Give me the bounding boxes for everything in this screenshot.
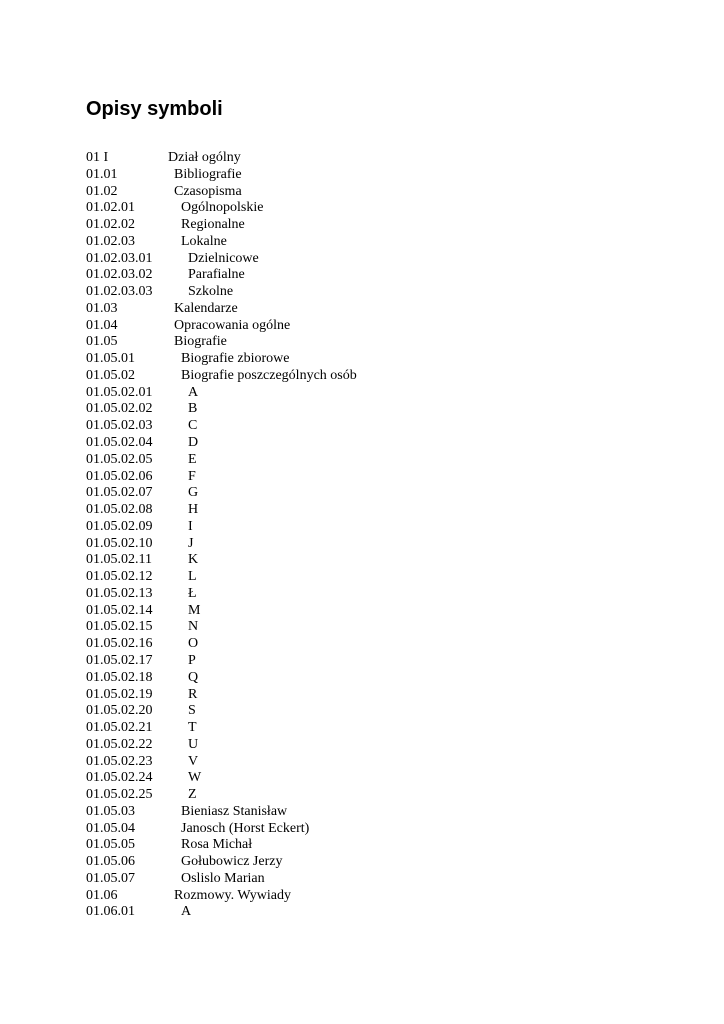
- symbol-description: Rozmowy. Wywiady: [174, 887, 291, 903]
- list-item: [86, 401, 686, 418]
- symbol-code: 01.05.02.08: [86, 502, 153, 518]
- list-item: [86, 452, 686, 469]
- list-item: [86, 184, 686, 201]
- symbol-description: Ł: [188, 585, 197, 601]
- list-item: [86, 888, 686, 905]
- list-item: [86, 904, 686, 921]
- symbol-code: 01.02.03.01: [86, 250, 153, 266]
- symbol-code: 01.05.02.25: [86, 787, 153, 803]
- symbol-code: 01.01: [86, 166, 118, 182]
- symbol-description: N: [188, 619, 199, 635]
- symbol-code: 01.05.04: [86, 820, 135, 836]
- list-item: [86, 653, 686, 670]
- list-item: [86, 234, 686, 251]
- list-item: [86, 536, 686, 553]
- symbol-description: Z: [188, 787, 197, 803]
- list-item: [86, 804, 686, 821]
- symbol-description: G: [188, 485, 199, 501]
- list-item: [86, 603, 686, 620]
- symbol-code: 01.05.06: [86, 854, 135, 870]
- symbol-code: 01.05.02.19: [86, 686, 153, 702]
- symbol-description: Czasopisma: [174, 183, 242, 199]
- symbol-description: H: [188, 502, 199, 518]
- symbol-code: 01.05.02.17: [86, 652, 153, 668]
- symbol-description: Kalendarze: [174, 300, 238, 316]
- symbol-description: Opracowania ogólne: [174, 317, 291, 333]
- symbol-description: Ogólnopolskie: [181, 200, 264, 216]
- list-item: [86, 821, 686, 838]
- symbol-code: 01 I: [86, 150, 109, 165]
- list-item: [86, 435, 686, 452]
- symbol-description: J: [188, 535, 194, 551]
- symbol-description: M: [188, 602, 201, 618]
- symbol-code: 01.05.02.22: [86, 736, 153, 752]
- symbol-description: T: [188, 720, 197, 736]
- symbol-code: 01.05.02.24: [86, 770, 153, 786]
- symbol-code: 01.05.07: [86, 870, 135, 886]
- symbol-description: U: [188, 736, 199, 752]
- list-item: [86, 837, 686, 854]
- symbol-description: Biografie poszczególnych osób: [181, 367, 357, 383]
- symbol-description: Gołubowicz Jerzy: [181, 854, 283, 870]
- symbol-description: B: [188, 401, 198, 417]
- list-item: [86, 267, 686, 284]
- symbol-description: Regionalne: [181, 217, 245, 233]
- symbol-code: 01.05.02.02: [86, 401, 153, 417]
- symbol-description: A: [188, 384, 199, 400]
- symbol-description: Biografie: [174, 334, 227, 350]
- list-item: [86, 619, 686, 636]
- list-item: [86, 385, 686, 402]
- symbol-code: 01.02: [86, 183, 118, 199]
- symbol-code: 01.05.02.12: [86, 569, 153, 585]
- list-item: [86, 502, 686, 519]
- symbol-description: Szkolne: [188, 284, 234, 300]
- symbol-description: L: [188, 569, 197, 585]
- symbol-description: V: [188, 753, 199, 769]
- list-item: [86, 418, 686, 435]
- symbol-code: 01.05.02: [86, 367, 135, 383]
- list-item: [86, 770, 686, 787]
- list-item: [86, 871, 686, 888]
- symbol-code: 01.02.03: [86, 233, 135, 249]
- list-item: [86, 469, 686, 486]
- symbol-code: 01.05.01: [86, 351, 135, 367]
- list-item: [86, 854, 686, 871]
- symbol-description: I: [188, 518, 193, 534]
- symbol-code: 01.05.02.11: [86, 552, 152, 568]
- list-item: [86, 670, 686, 687]
- symbol-code: 01.05.02.04: [86, 435, 153, 451]
- symbol-code: 01.05.03: [86, 803, 135, 819]
- symbol-code: 01.05.02.14: [86, 602, 153, 618]
- symbol-description: Rosa Michał: [181, 837, 253, 853]
- symbol-description: Dzielnicowe: [188, 250, 259, 266]
- list-item: [86, 334, 686, 351]
- list-item: [86, 368, 686, 385]
- symbol-code: 01.02.02: [86, 217, 135, 233]
- symbol-code: 01.05.02.13: [86, 585, 153, 601]
- symbol-description: Dział ogólny: [168, 150, 241, 165]
- symbol-code: 01.06: [86, 887, 118, 903]
- symbol-description: F: [188, 468, 196, 484]
- list-item: [86, 552, 686, 569]
- list-item: [86, 754, 686, 771]
- symbol-code: 01.05.02.20: [86, 703, 153, 719]
- symbol-description: K: [188, 552, 199, 568]
- symbol-code: 01.05.02.03: [86, 418, 153, 434]
- list-item: [86, 150, 686, 167]
- symbol-description: C: [188, 418, 198, 434]
- symbol-description: P: [188, 652, 196, 668]
- symbol-description: E: [188, 451, 197, 467]
- symbol-description: Oslislo Marian: [181, 870, 265, 886]
- list-item: [86, 787, 686, 804]
- symbol-code: 01.02.03.03: [86, 284, 153, 300]
- symbol-code: 01.06.01: [86, 904, 135, 920]
- symbol-code: 01.05.05: [86, 837, 135, 853]
- symbol-code: 01.05.02.05: [86, 451, 153, 467]
- symbol-description: Janosch (Horst Eckert): [181, 820, 310, 836]
- symbol-description: Lokalne: [181, 233, 227, 249]
- list-item: [86, 485, 686, 502]
- list-item: [86, 301, 686, 318]
- list-item: [86, 217, 686, 234]
- symbol-code: 01.05.02.15: [86, 619, 153, 635]
- symbol-code: 01.05: [86, 334, 118, 350]
- list-item: [86, 284, 686, 301]
- symbol-code: 01.05.02.21: [86, 720, 153, 736]
- list-item: [86, 586, 686, 603]
- symbol-description: O: [188, 636, 199, 652]
- symbol-code: 01.05.02.01: [86, 384, 153, 400]
- list-item: [86, 200, 686, 217]
- list-item: [86, 318, 686, 335]
- symbol-code: 01.05.02.07: [86, 485, 153, 501]
- symbol-code: 01.05.02.10: [86, 535, 153, 551]
- symbol-description: Q: [188, 669, 199, 685]
- symbol-code: 01.05.02.06: [86, 468, 153, 484]
- list-item: [86, 720, 686, 737]
- list-item: [86, 519, 686, 536]
- symbol-description: D: [188, 435, 199, 451]
- symbol-code: 01.05.02.09: [86, 518, 153, 534]
- symbol-list: [86, 150, 686, 921]
- symbol-description: Bibliografie: [174, 166, 242, 182]
- list-item: [86, 351, 686, 368]
- symbol-code: 01.02.03.02: [86, 267, 153, 283]
- symbol-description: Biografie zbiorowe: [181, 351, 290, 367]
- list-item: [86, 167, 686, 184]
- symbol-code: 01.05.02.23: [86, 753, 153, 769]
- symbol-description: W: [188, 770, 202, 786]
- symbol-description: A: [181, 904, 192, 920]
- list-item: [86, 569, 686, 586]
- symbol-code: 01.02.01: [86, 200, 135, 216]
- list-item: [86, 687, 686, 704]
- symbol-description: Parafialne: [188, 267, 245, 283]
- list-item: [86, 703, 686, 720]
- symbol-code: 01.04: [86, 317, 118, 333]
- list-item: [86, 737, 686, 754]
- symbol-description: R: [188, 686, 198, 702]
- symbol-code: 01.05.02.16: [86, 636, 153, 652]
- symbol-description: S: [188, 703, 196, 719]
- page-title: Opisy symboli: [86, 98, 223, 120]
- list-item: [86, 251, 686, 268]
- symbol-description: Bieniasz Stanisław: [181, 803, 288, 819]
- list-item: [86, 636, 686, 653]
- symbol-code: 01.03: [86, 300, 118, 316]
- symbol-code: 01.05.02.18: [86, 669, 153, 685]
